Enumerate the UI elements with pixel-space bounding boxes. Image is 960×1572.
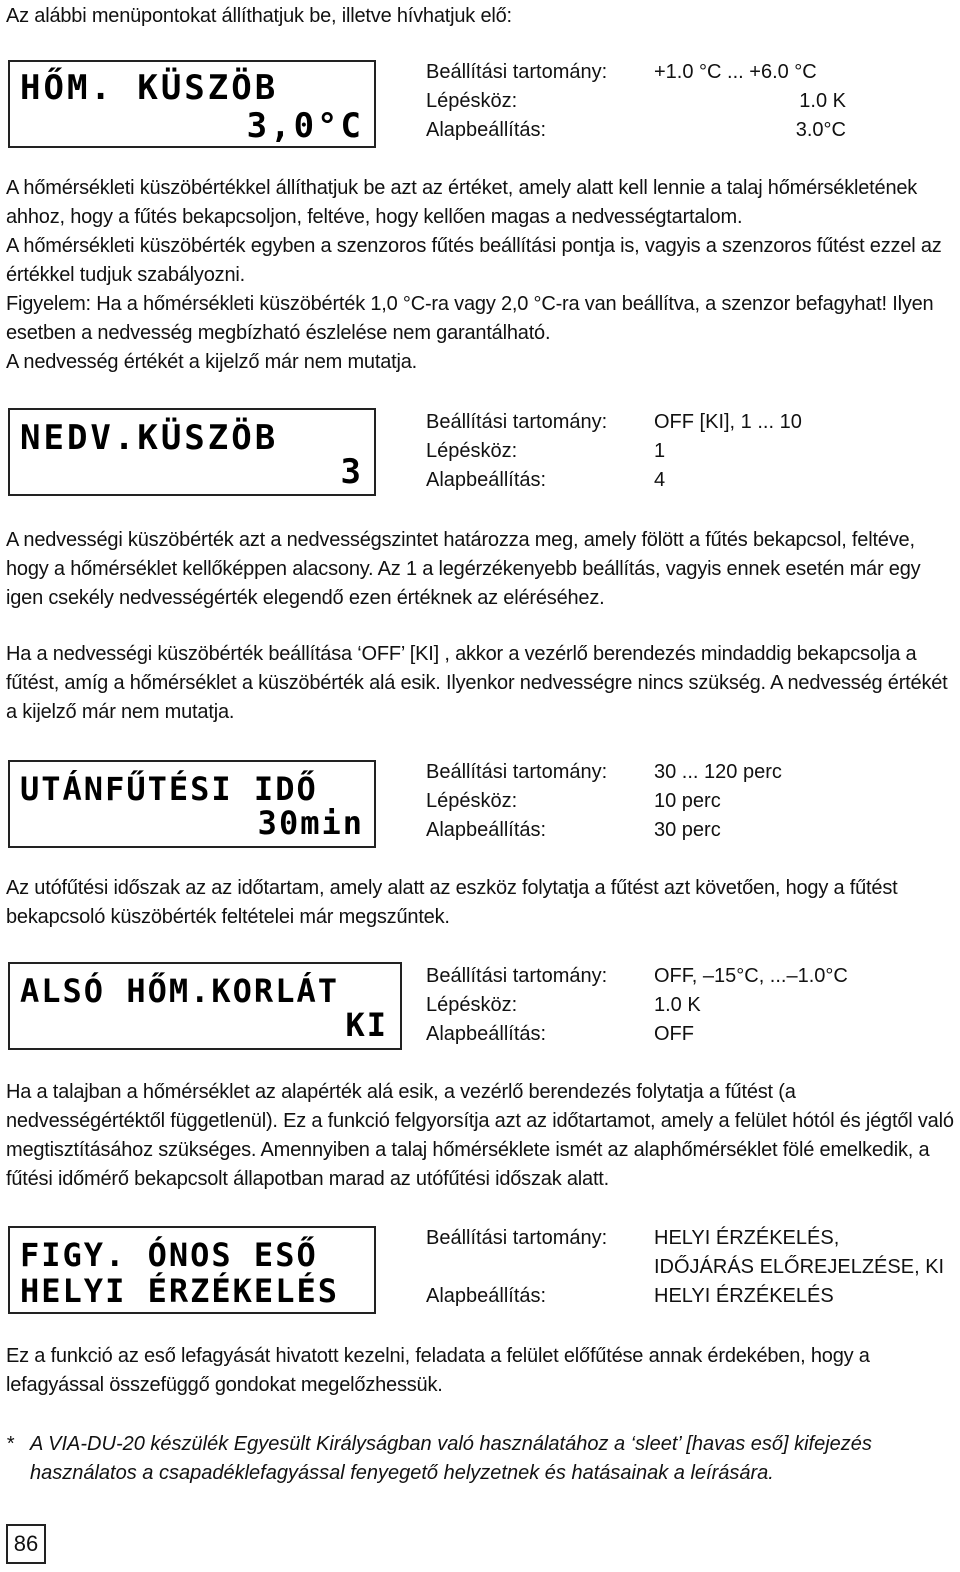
setting-label: Lépésköz: [426,90,518,112]
paragraph: Az utófűtési időszak az az időtartam, amely alatt az eszköz folytatja a fűtést azt követően, hogy a fűtést bekapcsoló küszöbérték feltételei már megszűntek. [6,877,898,928]
lcd-line-2: HELYI ÉRZÉKELÉS [20,1272,339,1310]
setting-value: IDŐJÁRÁS ELŐREJELZÉSE, KI [654,1256,945,1278]
page-number: 86 [6,1524,46,1564]
lcd-line-1: FIGY. ÓNOS ESŐ [20,1236,318,1274]
setting-value: 30 perc [654,819,721,841]
footnote-text: A VIA-DU-20 készülék Egyesült Királyságban való használatához a ‘sleet’ [havas eső] kifejezés használatos a csapadéklefagyással fenyegető helyzetnek és hatásainak a leírására. [30,1433,872,1484]
setting-value: 3.0°C [795,119,846,141]
setting-value: 1 [654,440,666,462]
setting-label: Lépésköz: [426,790,518,812]
setting-label: Alapbeállítás: [426,819,547,841]
setting-value: HELYI ÉRZÉKELÉS [654,1285,834,1307]
setting-value: 10 perc [654,790,721,812]
setting-label: Lépésköz: [426,440,518,462]
setting-label: Beállítási tartomány: [426,61,608,83]
setting-label: Beállítási tartomány: [426,1227,608,1249]
setting-value: 1.0 K [654,994,701,1016]
setting-value: OFF [654,1023,694,1045]
lcd-display-temp-threshold [8,60,376,148]
setting-label: Beállítási tartomány: [426,965,608,987]
lcd-line-2: 30min [257,804,364,842]
lcd-line-1: UTÁNFŰTÉSI IDŐ [20,770,318,808]
lcd-line-2: 3,0°C [246,106,364,146]
setting-value: 30 ... 120 perc [654,761,782,783]
lcd-line-2: 3 [340,452,364,492]
paragraph: Ha a talajban a hőmérséklet az alapérték alá esik, a vezérlő berendezés folytatja a fűtést (a nedvességértéktől függetlenül). Ez a funkció felgyorsítja azt az időtartamot, amely a felület hótól és jégtől való megtisztításához szükséges. Amennyiben a talaj hőmérséklete ismét az alaphőmérséklet fölé emelkedik, a fűtési időmérő bekapcsolt állapotban marad az utófűtési időszak alatt. [6,1081,954,1190]
setting-value: 1.0 K [799,90,846,112]
setting-label: Beállítási tartomány: [426,761,608,783]
setting-label: Lépésköz: [426,994,518,1016]
lcd-line-2: KI [345,1006,388,1044]
paragraph: A hőmérsékleti küszöbértékkel állíthatjuk be azt az értéket, amely alatt kell lennie a talaj hőmérsékletének ahhoz, hogy a fűtés bekapcsoljon, feltéve, hogy kellően magas a nedvességtartalom. [6,177,918,228]
setting-value: +1.0 °C ... +6.0 °C [654,61,817,83]
paragraph: A nedvesség értékét a kijelző már nem mutatja. [6,351,418,373]
intro-text: Az alábbi menüpontokat állíthatjuk be, illetve hívhatjuk elő: [6,5,512,27]
lcd-display-freezing-rain [8,1226,376,1314]
lcd-line-1: NEDV.KÜSZÖB [20,418,279,458]
paragraph: Ha a nedvességi küszöbérték beállítása ‘OFF’ [KI] , akkor a vezérlő berendezés mindaddig bekapcsolja a fűtést, amíg a hőmérséklet a küszöbérték alá esik. Ilyenkor nedvességre nincs szükség. A nedvesség értékét a kijelző már nem mutatja. [6,643,948,723]
paragraph: A hőmérsékleti küszöbérték egyben a szenzoros fűtés beállítási pontja is, vagyis a szenzoros fűtést ezzel az értékkel tudjuk szabályozni. [6,235,942,286]
paragraph: Ez a funkció az eső lefagyását hivatott kezelni, feladata a felület előfűtése annak érdekében, hogy a lefagyással összefüggő gondokat megelőzhessük. [6,1345,870,1396]
lcd-line-1: ALSÓ HŐM.KORLÁT [20,972,339,1010]
setting-label: Alapbeállítás: [426,1285,547,1307]
setting-value: OFF [KI], 1 ... 10 [654,411,802,433]
setting-label: Alapbeállítás: [426,1023,547,1045]
lcd-display-afterheat-time [8,760,376,848]
footnote-marker: * [6,1433,14,1455]
lcd-display-lower-temp-limit [8,962,402,1050]
setting-label: Beállítási tartomány: [426,411,608,433]
lcd-display-humidity-threshold [8,408,376,496]
setting-label: Alapbeállítás: [426,469,547,491]
paragraph: A nedvességi küszöbérték azt a nedvességszintet határozza meg, amely fölött a fűtés bekapcsol, feltéve, hogy a hőmérséklet kellőképpen alacsony. Az 1 a legérzékenyebb beállítás, vagyis ennek esetén már egy igen csekély nedvességérték elegendő ezen értéknek az eléréséhez. [6,529,921,609]
setting-value: HELYI ÉRZÉKELÉS, [654,1227,840,1249]
setting-label: Alapbeállítás: [426,119,547,141]
warning-paragraph: Figyelem: Ha a hőmérsékleti küszöbérték 1,0 °C-ra vagy 2,0 °C-ra van beállítva, a szenzor befagyhat! Ilyen esetben a nedvesség megbízható észlelése nem garantálható. [6,293,934,344]
setting-value: OFF, –15°C, ...–1.0°C [654,965,848,987]
setting-value: 4 [654,469,666,491]
lcd-line-1: HŐM. KÜSZÖB [20,68,279,108]
